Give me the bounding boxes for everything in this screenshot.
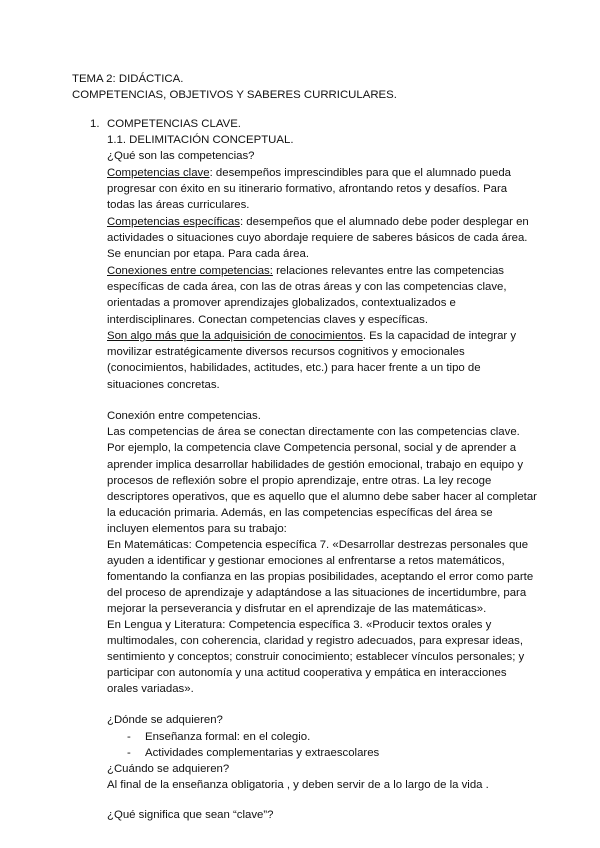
bullet-dash: - [127,731,131,743]
where-item: Enseñanza formal: en el colegio. [145,731,311,743]
doc-title: TEMA 2: DIDÁCTICA. [72,73,184,85]
conexiones-definition-line [107,263,504,280]
especificas-definition-line [107,214,529,231]
mas-que-term: Son algo más que la adquisición de conocimientos [107,330,363,342]
conexion-line: En Lengua y Literatura: Competencia específica 3. «Producir textos orales y [107,619,492,631]
conexion-line: En Matemáticas: Competencia específica 7. «Desarrollar destrezas personales que [107,539,529,551]
especificas-line-3: Se enuncian por etapa. Para cada área. [107,248,310,260]
conexiones-line-3: orientadas a promover aprendizajes globalizados, contextualizados e [107,297,456,309]
clave-line-3: todas las áreas curriculares. [107,199,250,211]
clave-definition-line [107,165,511,182]
conexion-title: Conexión entre competencias. [107,410,261,422]
doc-subtitle: COMPETENCIAS, OBJETIVOS Y SABERES CURRICULARES. [72,89,397,101]
conexion-line: participar con autonomía y una actitud cooperativa y empática en interacciones [107,667,507,679]
question-what: ¿Qué son las competencias? [107,150,255,162]
clave-line-2: progresar con éxito en su itinerario formativo, afrontando retos y desafíos. Para [107,183,508,195]
bullet-dash: - [127,747,131,759]
when-answer: Al final de la enseñanza obligatoria , y deben servir de a lo largo de la vida . [107,779,489,791]
conexiones-definition: relaciones relevantes entre las competencias [272,265,505,277]
section-heading: COMPETENCIAS CLAVE. [107,118,241,130]
section-number: 1. [90,118,100,130]
clave-definition: : desempeños imprescindibles para que el alumnado pueda [209,167,511,179]
conexion-line: fomentando la confianza en las propias posibilidades, aceptando el error como parte [107,571,534,583]
conexiones-term: Conexiones entre competencias: [107,265,273,277]
conexion-line: multimodales, con coherencia, claridad y registro adecuados, para expresar ideas, [107,635,523,647]
conexion-line: incluyen elementos para su trabajo: [107,523,287,535]
conexion-line: ayuden a identificar y gestionar emociones al enfrentarse a retos matemáticos, [107,555,505,567]
especificas-term: Competencias específicas [107,216,240,228]
conexion-line: sentimiento y conceptos; construir conocimiento; establecer vínculos personales; y [107,651,525,663]
conexion-line: Las competencias de área se conectan directamente con las competencias clave. [107,426,520,438]
conexiones-line-2: específicas de cada área, con las de otras áreas y con las competencias clave, [107,281,507,293]
mas-que-line [107,328,516,345]
especificas-line-2: actividades o situaciones cuyo abordaje requiere de saberes básicos de cada área. [107,232,528,244]
conexion-line: Por ejemplo, la competencia clave Competencia personal, social y de aprender a [107,442,517,454]
conexion-line: descriptores operativos, que es aquello que el alumno debe saber hacer al completar [107,491,537,503]
conexion-line: la educación primaria. Además, en las competencias específicas del área se [107,507,493,519]
question-where: ¿Dónde se adquieren? [107,714,223,726]
conexion-line: del proceso de aprendizaje y adaptándose a las situaciones de incertidumbre, para [107,587,527,599]
conexion-line: aprender implica desarrollar habilidades de gestión emocional, trabajo en equipo y [107,459,524,471]
conexiones-line-4: interdisciplinares. Conectan competencias claves y específicas. [107,314,428,326]
mas-que-definition: . Es la capacidad de integrar y [362,330,517,342]
mas-que-line-2: movilizar estratégicamente diversos recursos cognitivos y emocionales [107,346,465,358]
question-clave: ¿Qué significa que sean “clave”? [107,809,274,821]
subsection-heading: 1.1. DELIMITACIÓN CONCEPTUAL. [107,134,294,146]
question-when: ¿Cuándo se adquieren? [107,763,230,775]
conexion-line: mejorar la perseverancia y disfrutar en el aprendizaje de las matemáticas». [107,603,487,615]
especificas-definition: : desempeños que el alumnado debe poder desplegar en [239,216,529,228]
conexion-line: procesos de reflexión sobre el propio aprendizaje, entre otras. La ley recoge [107,475,492,487]
where-item: Actividades complementarias y extraescolares [145,747,380,759]
clave-term: Competencias clave [107,167,210,179]
mas-que-line-4: situaciones concretas. [107,379,220,391]
mas-que-line-3: (conocimientos, habilidades, actitudes, etc.) para hacer frente a un tipo de [107,362,481,374]
conexion-line: orales variadas». [107,683,194,695]
